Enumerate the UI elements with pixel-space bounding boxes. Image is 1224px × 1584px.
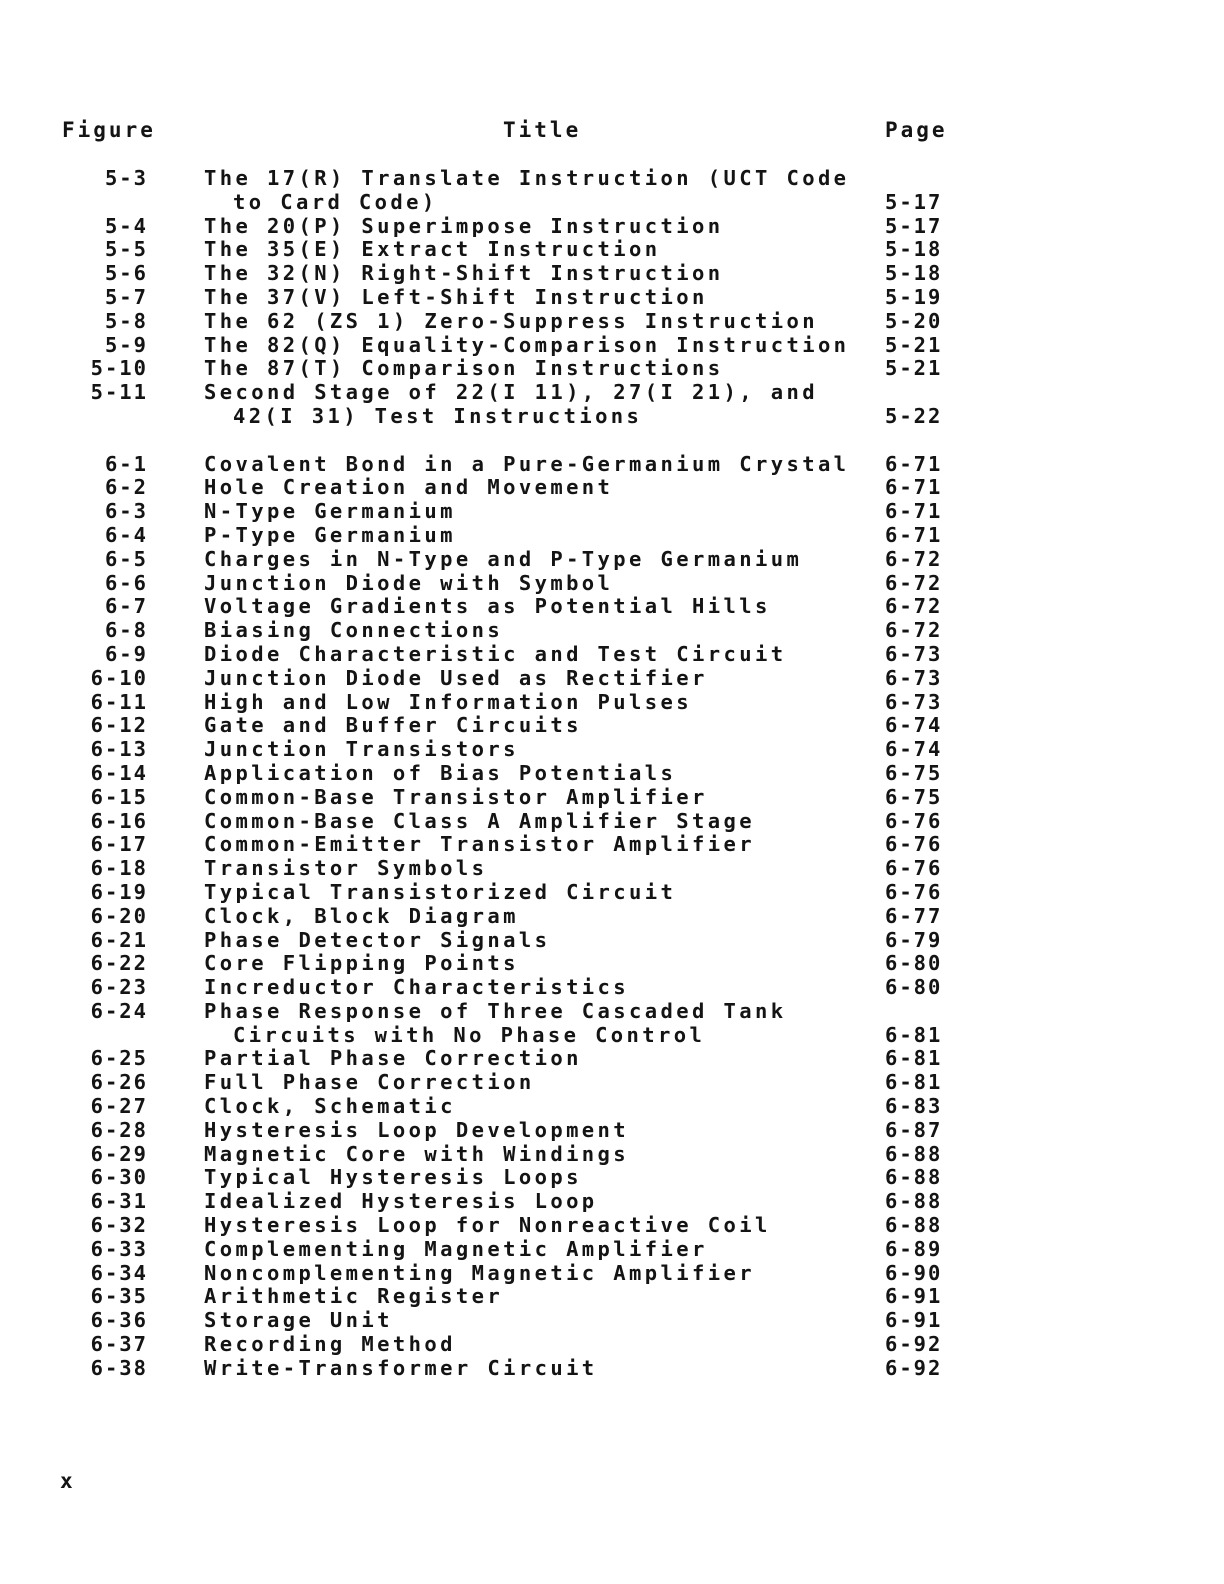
list-of-figures [0,167,1224,1381]
page-number: 5-18 [885,237,943,262]
list-item [0,1047,1224,1071]
figure-number: 6-30 [90,1165,148,1190]
page-number: 6-75 [885,760,943,785]
list-item [0,572,1224,596]
figure-title: Charges in N-Type and P-Type Germanium [204,546,803,571]
list-item [0,762,1224,786]
page-number: 6-88 [885,1165,943,1190]
figure-number: 6-14 [90,760,148,785]
figure-number: 5-8 [104,308,148,333]
list-item [0,1238,1224,1262]
figure-number: 6-36 [90,1308,148,1333]
figure-title: Core Flipping Points [204,951,519,976]
list-item [0,1285,1224,1309]
figure-title: High and Low Information Pulses [204,689,693,714]
figure-title: Common-Base Class A Amplifier Stage [204,808,755,833]
figure-title: to Card Code) [233,189,438,214]
figure-title: Covalent Bond in a Pure-Germanium Crystal [204,451,850,476]
figure-number: 6-16 [90,808,148,833]
page-number: 6-91 [885,1308,943,1333]
figure-title: Junction Transistors [204,737,519,762]
list-item [0,905,1224,929]
list-item [0,453,1224,477]
figure-number: 5-10 [90,356,148,381]
page-number: 5-17 [885,189,943,214]
list-item [0,1190,1224,1214]
page-number: 6-76 [885,879,943,904]
figure-title: Partial Phase Correction [204,1046,582,1071]
figure-number: 6-6 [104,570,148,595]
list-item [0,786,1224,810]
figure-title: Clock, Schematic [204,1094,456,1119]
list-item [0,691,1224,715]
figure-number: 6-33 [90,1236,148,1261]
figure-number: 6-3 [104,499,148,524]
list-item [0,310,1224,334]
figure-number: 6-20 [90,903,148,928]
list-item [0,833,1224,857]
list-item [0,976,1224,1000]
page-number: 6-72 [885,546,943,571]
list-item [0,1333,1224,1357]
list-item [0,667,1224,691]
list-item [0,215,1224,239]
page-number: 6-74 [885,713,943,738]
figure-number: 6-22 [90,951,148,976]
figure-number: 6-7 [104,594,148,619]
figure-number: 6-4 [104,522,148,547]
list-item [0,1357,1224,1381]
list-item [0,191,1224,215]
page-number: 6-81 [885,1046,943,1071]
figure-number: 5-7 [104,284,148,309]
figure-title: Storage Unit [204,1308,393,1333]
figure-number: 6-23 [90,975,148,1000]
figure-title: The 82(Q) Equality-Comparison Instruction [204,332,850,357]
list-item [0,476,1224,500]
list-item [0,1214,1224,1238]
figure-title: Complementing Magnetic Amplifier [204,1236,708,1261]
figure-title: Clock, Block Diagram [204,903,519,928]
page-number: 6-90 [885,1260,943,1285]
figure-title: Voltage Gradients as Potential Hills [204,594,771,619]
figure-number: 6-17 [90,832,148,857]
figure-number: 6-29 [90,1141,148,1166]
page-number: 6-88 [885,1213,943,1238]
list-item [0,1166,1224,1190]
figure-title: Increductor Characteristics [204,975,630,1000]
list-item [0,262,1224,286]
page-number: 6-89 [885,1236,943,1261]
page-number: 6-75 [885,784,943,809]
figure-title: N-Type Germanium [204,499,456,524]
page-number: 5-21 [885,356,943,381]
figure-title: Typical Hysteresis Loops [204,1165,582,1190]
page-number: 5-17 [885,213,943,238]
list-item [0,1262,1224,1286]
figure-number: 6-37 [90,1332,148,1357]
list-item [0,1119,1224,1143]
list-item [0,357,1224,381]
figure-number: 6-18 [90,856,148,881]
list-item [0,1024,1224,1048]
page-number: 5-22 [885,403,943,428]
figure-title: Hysteresis Loop Development [204,1117,630,1142]
figure-number: 6-8 [104,618,148,643]
list-item [0,524,1224,548]
page-number: 6-73 [885,665,943,690]
figure-title: Biasing Connections [204,618,504,643]
figure-title: Junction Diode Used as Rectifier [204,665,708,690]
figure-number: 6-27 [90,1094,148,1119]
page-number: 5-18 [885,261,943,286]
figure-number: 5-4 [104,213,148,238]
figure-number: 6-25 [90,1046,148,1071]
page-number: 6-76 [885,832,943,857]
page-number: 6-72 [885,618,943,643]
figure-title: The 62 (ZS 1) Zero-Suppress Instruction [204,308,818,333]
page-number: 6-91 [885,1284,943,1309]
figure-title: P-Type Germanium [204,522,456,547]
page-number: 6-71 [885,451,943,476]
figure-number: 6-13 [90,737,148,762]
page-number: 6-87 [885,1117,943,1142]
figure-title: The 17(R) Translate Instruction (UCT Code [204,166,850,190]
list-item [0,286,1224,310]
figure-title: The 35(E) Extract Instruction [204,237,661,262]
list-item [0,1071,1224,1095]
figure-title: Hysteresis Loop for Nonreactive Coil [204,1213,771,1238]
list-item [0,810,1224,834]
list-item [0,952,1224,976]
figure-number: 6-26 [90,1070,148,1095]
figure-title: The 87(T) Comparison Instructions [204,356,724,381]
figure-title: Arithmetic Register [204,1284,504,1309]
figure-title: The 20(P) Superimpose Instruction [204,213,724,238]
figure-title: Diode Characteristic and Test Circuit [204,641,787,666]
figure-title: Noncomplementing Magnetic Amplifier [204,1260,755,1285]
page-number: 6-71 [885,475,943,500]
figure-title: Common-Emitter Transistor Amplifier [204,832,755,857]
list-item [0,167,1224,191]
page-number: 6-88 [885,1141,943,1166]
figure-title: Transistor Symbols [204,856,488,881]
figure-number: 6-32 [90,1213,148,1238]
figure-title: Idealized Hysteresis Loop [204,1189,598,1214]
page-number: 6-76 [885,808,943,833]
figure-column-header: Figure [62,118,156,142]
page-number: 6-88 [885,1189,943,1214]
figure-number: 6-2 [104,475,148,500]
figure-title: Typical Transistorized Circuit [204,879,677,904]
page-number: 6-72 [885,594,943,619]
figure-number: 6-21 [90,927,148,952]
list-item [0,881,1224,905]
title-column-header: Title [503,118,582,142]
figure-number: 6-5 [104,546,148,571]
figure-title: Application of Bias Potentials [204,760,677,785]
list-item [0,334,1224,358]
list-item [0,500,1224,524]
list-item [0,1143,1224,1167]
list-item [0,643,1224,667]
list-item [0,738,1224,762]
list-item [0,595,1224,619]
figure-title: Write-Transformer Circuit [204,1355,598,1380]
page-number: 6-81 [885,1022,943,1047]
page-number: 6-80 [885,975,943,1000]
page-number: 6-80 [885,951,943,976]
figure-title: The 32(N) Right-Shift Instruction [204,261,724,286]
figure-number: 6-35 [90,1284,148,1309]
page-number: 6-73 [885,641,943,666]
list-item [0,1000,1224,1024]
page-number: 6-81 [885,1070,943,1095]
figure-number: 6-12 [90,713,148,738]
page-number: 5-20 [885,308,943,333]
page-number: 6-71 [885,499,943,524]
figure-title: Second Stage of 22(I 11), 27(I 21), and [204,380,818,405]
figure-number: 5-9 [104,332,148,357]
page-number: 6-83 [885,1094,943,1119]
list-item [0,381,1224,405]
page-number: 5-19 [885,284,943,309]
figure-number: 6-15 [90,784,148,809]
page-number: 6-71 [885,522,943,547]
list-item [0,1309,1224,1333]
list-item [0,238,1224,262]
figure-number: 6-38 [90,1355,148,1380]
page-column-header: Page [885,118,948,142]
list-item [0,929,1224,953]
figure-number: 6-34 [90,1260,148,1285]
figure-title: Magnetic Core with Windings [204,1141,630,1166]
figure-title: Full Phase Correction [204,1070,535,1095]
column-headers [0,118,1224,148]
list-item [0,548,1224,572]
figure-number: 5-3 [104,166,148,190]
page-number: 6-92 [885,1355,943,1380]
figure-title: The 37(V) Left-Shift Instruction [204,284,708,309]
figure-title: Phase Detector Signals [204,927,551,952]
figure-number: 5-6 [104,261,148,286]
page-number: 6-72 [885,570,943,595]
page-number: 5-21 [885,332,943,357]
figure-title: Gate and Buffer Circuits [204,713,582,738]
page-number: 6-76 [885,856,943,881]
list-item [0,405,1224,429]
figure-number: 6-11 [90,689,148,714]
figure-number: 5-5 [104,237,148,262]
figure-title: Junction Diode with Symbol [204,570,614,595]
page-number: 6-77 [885,903,943,928]
figure-number: 6-10 [90,665,148,690]
figure-title: 42(I 31) Test Instructions [233,403,643,428]
page-number: 6-73 [885,689,943,714]
figure-title: Recording Method [204,1332,456,1357]
list-item [0,1095,1224,1119]
figure-title: Phase Response of Three Cascaded Tank [204,998,787,1023]
figure-number: 6-24 [90,998,148,1023]
figure-number: 6-28 [90,1117,148,1142]
figure-number: 5-11 [90,380,148,405]
page-number: 6-74 [885,737,943,762]
page-number: 6-79 [885,927,943,952]
figure-number: 6-19 [90,879,148,904]
page-number: 6-92 [885,1332,943,1357]
list-item [0,619,1224,643]
figure-title: Common-Base Transistor Amplifier [204,784,708,809]
figure-number: 6-9 [104,641,148,666]
list-item [0,714,1224,738]
figure-title: Hole Creation and Movement [204,475,614,500]
list-item [0,857,1224,881]
page-folio: x [60,1469,73,1493]
figure-number: 6-31 [90,1189,148,1214]
figure-title: Circuits with No Phase Control [233,1022,706,1047]
figure-number: 6-1 [104,451,148,476]
